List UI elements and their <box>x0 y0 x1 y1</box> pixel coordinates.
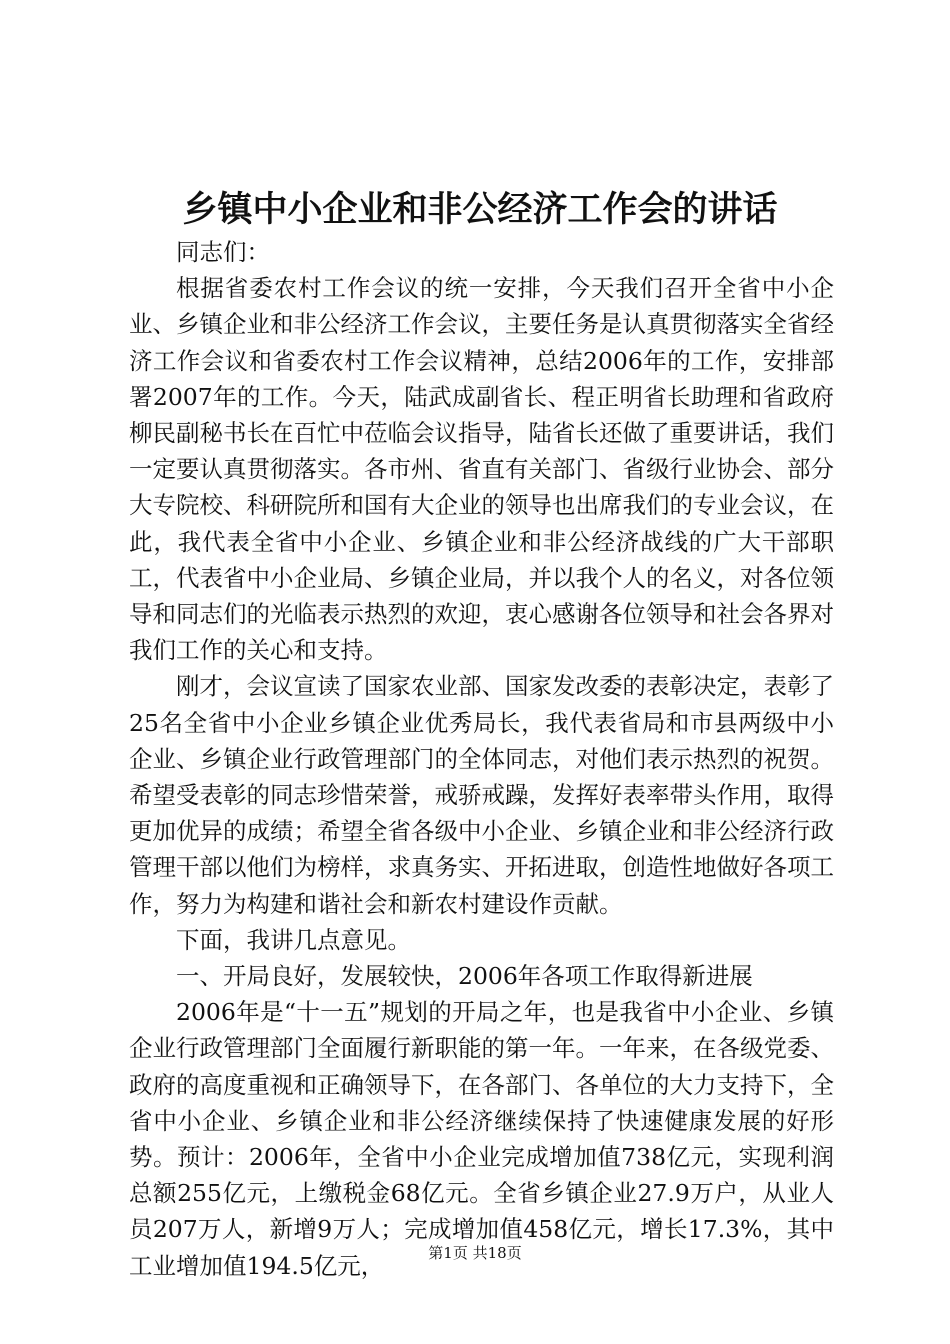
body-paragraph: 下面，我讲几点意见。 <box>176 925 411 954</box>
section-heading: 一、开局良好，发展较快，2006年各项工作取得新进展 <box>176 962 753 991</box>
salutation-paragraph: 同志们： <box>176 238 270 266</box>
document-body <box>129 234 834 1284</box>
document-title: 乡镇中小企业和非公经济工作会的讲话 <box>182 189 778 230</box>
page-number-footer: 第1页 共18页 <box>428 1244 522 1262</box>
body-paragraph: 刚才，会议宣读了国家农业部、国家发改委的表彰决定，表彰了25名全省中小企业乡镇企业优秀局长，我代表省局和市县两级中小企业、乡镇企业行政管理部门的全体同志，对他们表示热烈的祝贺。希望受表彰的同志珍惜荣誉，戒骄戒躁，发挥好表率带头作用，取得更加优异的成绩；希望全省各级中小企业、乡镇企业和非公经济行政管理干部以他们为榜样，求真务实、开拓进取，创造性地做好各项工作，努力为构建和谐社会和新农村建设作贡献。 <box>129 672 834 918</box>
body-paragraph: 2006年是“十一五”规划的开局之年，也是我省中小企业、乡镇企业行政管理部门全面履行新职能的第一年。一年来，在各级党委、政府的高度重视和正确领导下，在各部门、各单位的大力支持下，全省中小企业、乡镇企业和非公经济继续保持了快速健康发展的好形势。预计：2006年，全省中小企业完成增加值738亿元，实现利润总额255亿元，上缴税金68亿元。全省乡镇企业27.9万户，从业人员207万人，新增9万人；完成增加值458亿元，增长17.3%，其中工业增加值194.5亿元， <box>129 998 834 1280</box>
body-paragraph: 根据省委农村工作会议的统一安排，今天我们召开全省中小企业、乡镇企业和非公经济工作会议，主要任务是认真贯彻落实全省经济工作会议和省委农村工作会议精神，总结2006年的工作，安排部署2007年的工作。今天，陆武成副省长、程正明省长助理和省政府柳民副秘书长在百忙中莅临会议指导，陆省长还做了重要讲话，我们一定要认真贯彻落实。各市州、省直有关部门、省级行业协会、部分大专院校、科研院所和国有大企业的领导也出席我们的专业会议，在此，我代表全省中小企业、乡镇企业和非公经济战线的广大干部职工，代表省中小企业局、乡镇企业局，并以我个人的名义，对各位领导和同志们的光临表示热烈的欢迎，衷心感谢各位领导和社会各界对我们工作的关心和支持。 <box>129 274 834 665</box>
